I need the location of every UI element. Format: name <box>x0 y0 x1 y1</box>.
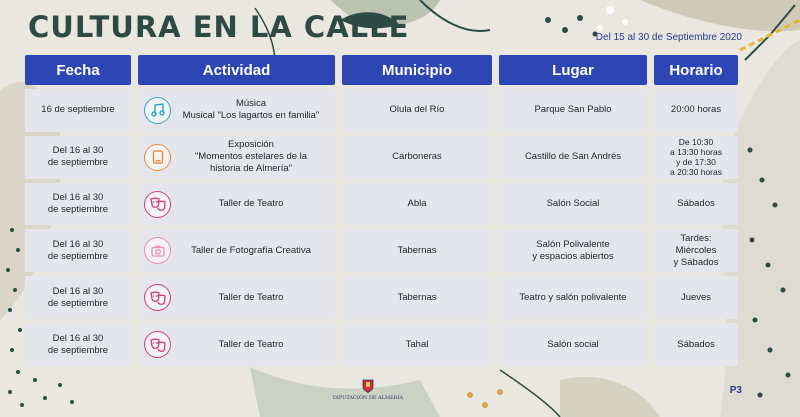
row-horario: Tardes: Miércoles y Sábados <box>654 229 738 272</box>
row-lugar: Salón Polivalente y espacios abiertos <box>499 229 647 272</box>
row-municipio: Tahal <box>342 323 492 366</box>
row-actividad <box>138 276 335 319</box>
row-fecha: Del 16 al 30 de septiembre <box>25 229 131 272</box>
row-actividad <box>138 183 335 226</box>
diputacion-logo <box>332 379 404 401</box>
camera-icon <box>144 237 171 264</box>
row-fecha: 16 de septiembre <box>25 89 131 132</box>
document-icon <box>144 144 171 171</box>
column-header-horario: Horario <box>654 55 738 85</box>
row-lugar: Teatro y salón polivalente <box>499 276 647 319</box>
date-range: Del 15 al 30 de Septiembre 2020 <box>595 32 742 43</box>
row-actividad <box>138 323 335 366</box>
theater-masks-icon <box>144 284 171 311</box>
activity-text: Taller de Teatro <box>218 198 284 210</box>
logo-text: DIPUTACIÓN DE ALMERÍA <box>332 395 404 401</box>
activity-text: Música Musical "Los lagartos en familia" <box>182 98 320 122</box>
row-horario: De 10:30 a 13:30 horas y de 17:30 a 20:30 horas <box>654 136 738 179</box>
row-municipio: Carboneras <box>342 136 492 179</box>
schedule-table <box>25 55 740 366</box>
row-horario: Sábados <box>654 323 738 366</box>
row-actividad <box>138 136 335 179</box>
row-fecha: Del 16 al 30 de septiembre <box>25 323 131 366</box>
row-fecha: Del 16 al 30 de septiembre <box>25 136 131 179</box>
crest-icon <box>362 379 374 393</box>
activity-text: Taller de Teatro <box>218 291 284 303</box>
activity-text: Taller de Fotografía Creativa <box>191 244 311 256</box>
row-actividad <box>138 89 335 132</box>
row-lugar: Parque San Pablo <box>499 89 647 132</box>
activity-text: Exposición "Momentos estelares de la historia de Almería" <box>194 139 308 175</box>
row-lugar: Salón Social <box>499 183 647 226</box>
activity-text: Taller de Teatro <box>218 338 284 350</box>
page-number: P3 <box>729 385 742 396</box>
row-municipio: Olula del Río <box>342 89 492 132</box>
column-header-actividad: Actividad <box>138 55 335 85</box>
row-municipio: Abla <box>342 183 492 226</box>
row-lugar: Salón social <box>499 323 647 366</box>
row-horario: 20:00 horas <box>654 89 738 132</box>
column-header-lugar: Lugar <box>499 55 647 85</box>
theater-masks-icon <box>144 331 171 358</box>
row-municipio: Tabernas <box>342 229 492 272</box>
music-note-icon <box>144 97 171 124</box>
row-lugar: Castillo de San Andrés <box>499 136 647 179</box>
page-title: CULTURA EN LA CALLE <box>28 10 410 44</box>
row-horario: Jueves <box>654 276 738 319</box>
row-municipio: Tabernas <box>342 276 492 319</box>
theater-masks-icon <box>144 191 171 218</box>
column-header-fecha: Fecha <box>25 55 131 85</box>
column-header-municipio: Municipio <box>342 55 492 85</box>
row-actividad <box>138 229 335 272</box>
row-horario: Sábados <box>654 183 738 226</box>
row-fecha: Del 16 al 30 de septiembre <box>25 183 131 226</box>
row-fecha: Del 16 al 30 de septiembre <box>25 276 131 319</box>
